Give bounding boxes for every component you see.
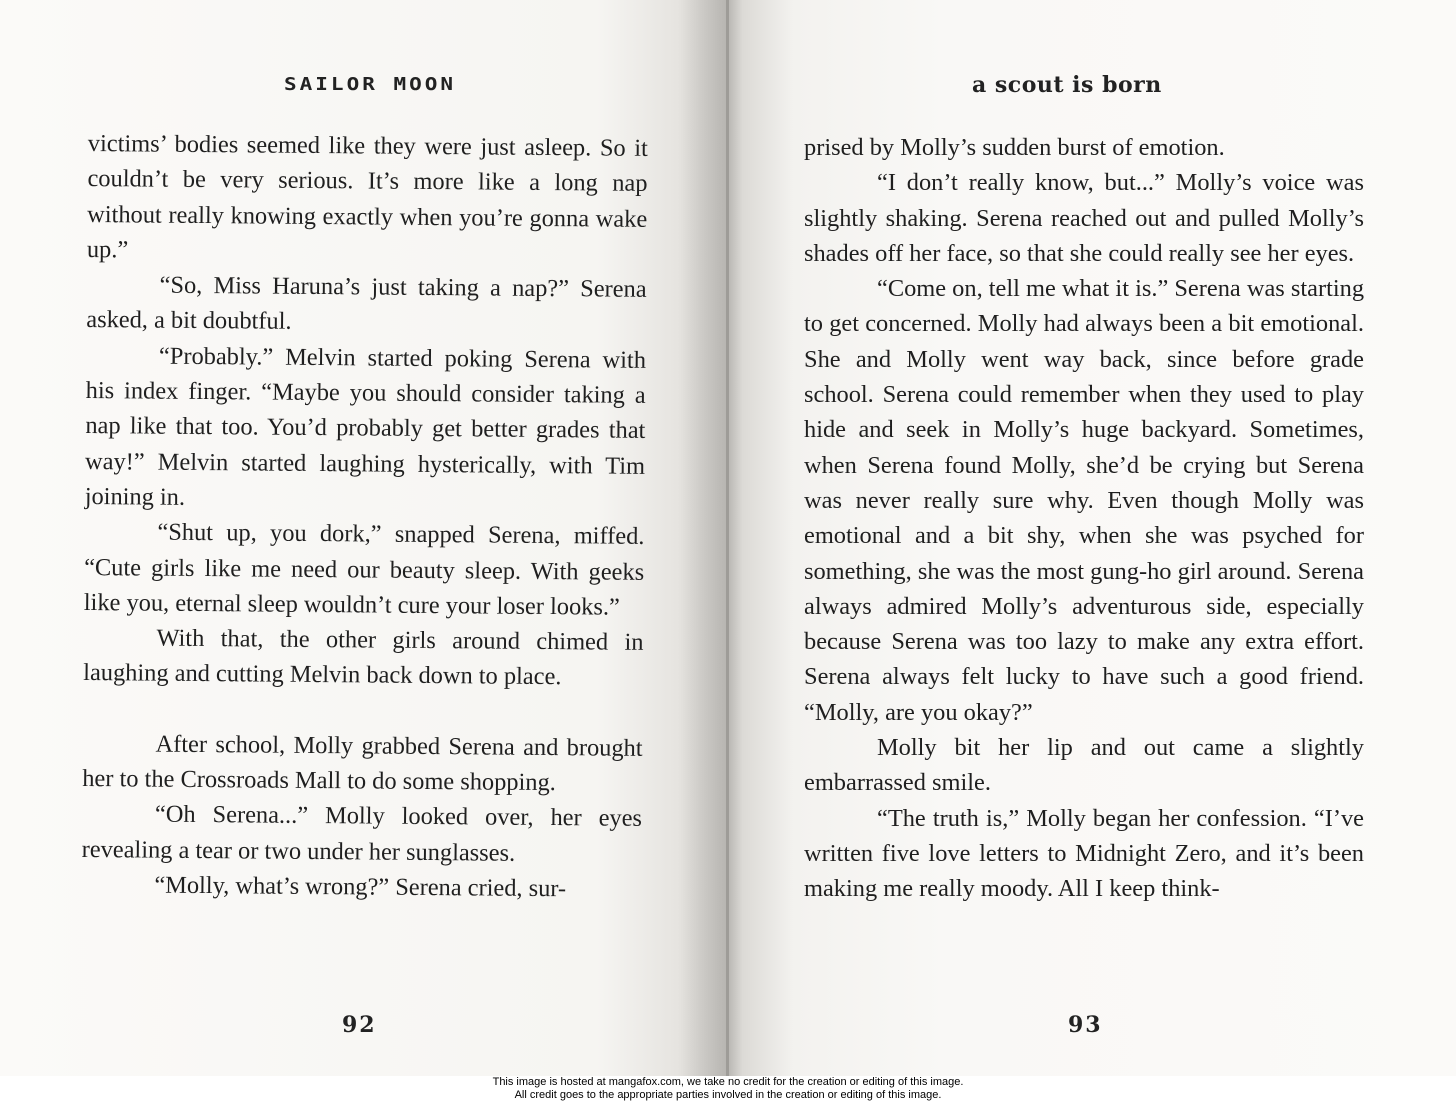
left-page-number: 92 xyxy=(342,1012,377,1038)
left-page-text xyxy=(81,126,648,907)
right-paragraph-5: “The truth is,” Molly began her confession. “I’ve written five love letters to Midnight Zero, and it’s been making me really moody. All I keep think- xyxy=(804,804,1364,903)
left-paragraph-4: “Shut up, you dork,” snapped Serena, miffed. “Cute girls like me need our beauty sleep. With geeks like you, eternal sleep wouldn’t cure your loser looks.” xyxy=(83,518,645,621)
left-paragraph-1: victims’ bodies seemed like they were just asleep. So it couldn’t be very serious. It’s more like a long nap without really knowing exactly when you’re gonna wake up.” xyxy=(86,129,648,264)
right-running-head: a scout is born xyxy=(972,72,1162,98)
right-page-number: 93 xyxy=(1068,1012,1103,1038)
right-paragraph-3: “Come on, tell me what it is.” Serena was starting to get concerned. Molly had always been a bit emotional. She and Molly went way back, since before grade school. Serena could remember when they used to play hide and seek in Molly’s huge backyard. Sometimes, when Serena found Molly, she’d be crying but Serena was never really sure why. Even though Molly was emotional and a bit shy, when she was psyched for something, she was the most gung-ho girl around. Serena always admired Molly’s adventurous side, especially because Serena was too lazy to make any extra effort. Serena always felt lucky to have such a good friend. “Molly, are you okay?” xyxy=(804,275,1365,726)
right-page-text xyxy=(804,130,1364,907)
left-paragraph-7: “Oh Serena...” Molly looked over, her eyes revealing a tear or two under her sunglasses. xyxy=(81,800,643,867)
left-paragraph-8: “Molly, what’s wrong?” Serena cried, sur- xyxy=(154,871,567,903)
hosting-credit xyxy=(0,1076,1456,1102)
left-running-head: SAILOR MOON xyxy=(284,73,457,95)
left-paragraph-2: “So, Miss Haruna’s just taking a nap?” Serena asked, a bit doubtful. xyxy=(86,271,647,336)
left-paragraph-6: After school, Molly grabbed Serena and brought her to the Crossroads Mall to do some shopping. xyxy=(82,730,643,797)
right-paragraph-4: Molly bit her lip and out came a slightly embarrassed smile. xyxy=(804,734,1364,797)
credit-line-2: All credit goes to the appropriate parties involved in the creation or editing of this image. xyxy=(514,1089,942,1101)
right-paragraph-2: “I don’t really know, but...” Molly’s voice was slightly shaking. Serena reached out and pulled Molly’s shades off her face, so that she could really see her eyes. xyxy=(804,169,1364,267)
gutter-shadow xyxy=(680,0,726,1076)
right-page xyxy=(728,0,1456,1076)
left-paragraph-3: “Probably.” Melvin started poking Serena with his index finger. “Maybe you should consider taking a nap like that too. You’d probably get better grades that way!” Melvin started laughing hysterically, with Tim joining in. xyxy=(84,342,647,511)
left-paragraph-5: With that, the other girls around chimed in laughing and cutting Melvin back down to place. xyxy=(83,624,644,691)
credit-line-1: This image is hosted at mangafox.com, we take no credit for the creation or editing of this image. xyxy=(492,1076,964,1088)
left-page xyxy=(0,0,728,1076)
right-paragraph-1: prised by Molly’s sudden burst of emotion. xyxy=(804,134,1225,161)
gutter-line xyxy=(726,0,729,1076)
